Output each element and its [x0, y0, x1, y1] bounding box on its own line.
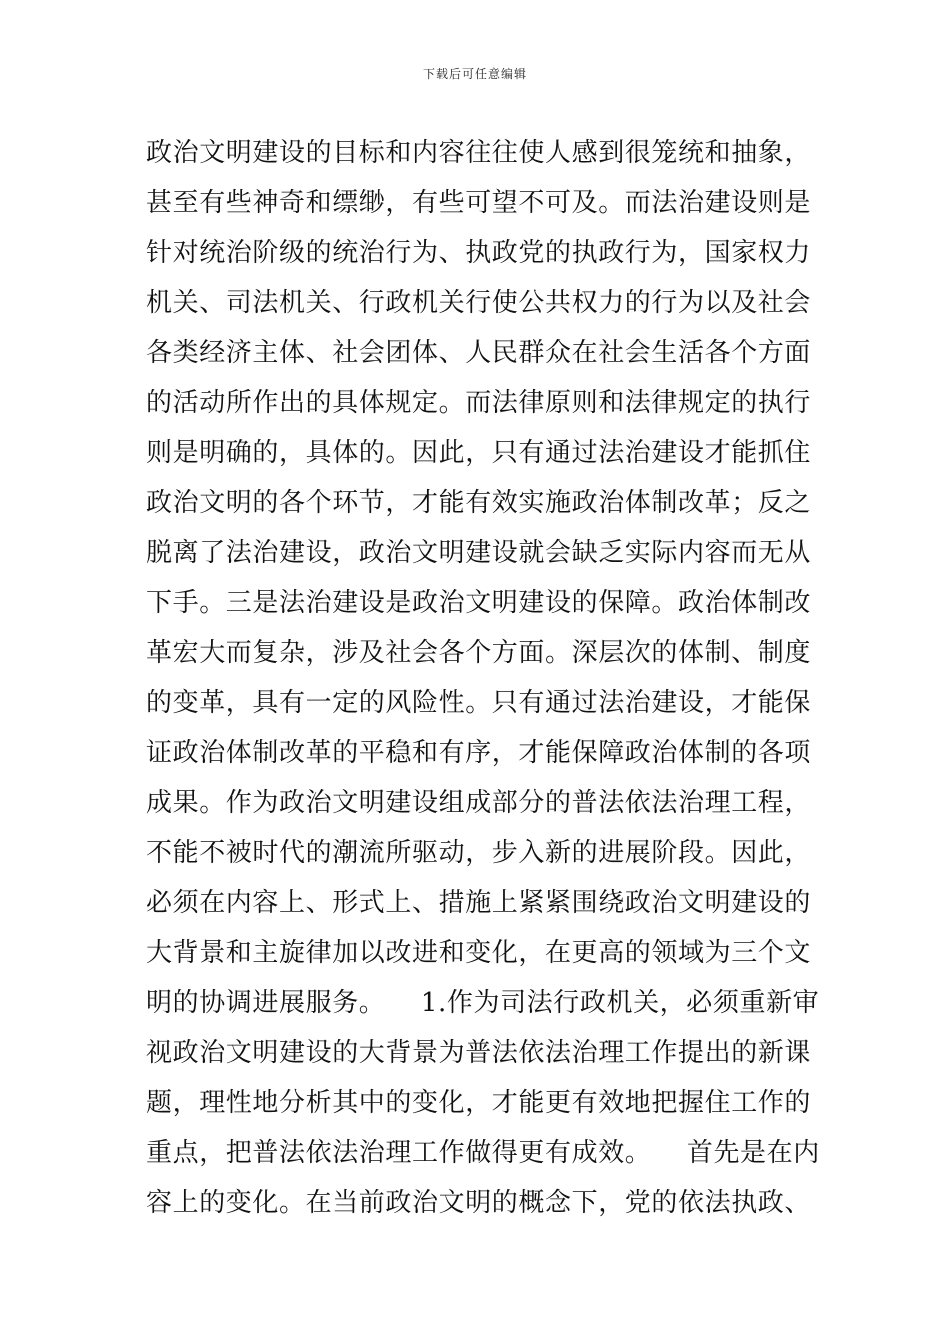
page-header-note: 下载后可任意编辑 — [422, 67, 527, 81]
text-line: 各类经济主体、社会团体、人民群众在社会生活各个方面 — [146, 338, 812, 368]
text-line: 的活动所作出的具体规定。而法律原则和法律规定的执行 — [146, 388, 812, 418]
text-line: 甚至有些神奇和缥缈，有些可望不可及。而法治建设则是 — [146, 188, 812, 218]
text-line: 视政治文明建设的大背景为普法依法治理工作提出的新课 — [146, 1038, 812, 1068]
text-line: 不能不被时代的潮流所驱动，步入新的进展阶段。因此， — [146, 838, 812, 868]
text-line: 必须在内容上、形式上、措施上紧紧围绕政治文明建设的 — [146, 888, 812, 918]
text-line: 机关、司法机关、行政机关行使公共权力的行为以及社会 — [146, 288, 812, 318]
text-line: 政治文明的各个环节，才能有效实施政治体制改革；反之 — [146, 488, 812, 518]
text-line: 容上的变化。在当前政治文明的概念下，党的依法执政、 — [146, 1188, 812, 1218]
text-line: 明的协调进展服务。 1.作为司法行政机关，必须重新审 — [146, 988, 820, 1018]
text-line: 下手。三是法治建设是政治文明建设的保障。政治体制改 — [146, 588, 812, 618]
text-line: 政治文明建设的目标和内容往往使人感到很笼统和抽象， — [146, 138, 812, 168]
text-line: 大背景和主旋律加以改进和变化，在更高的领域为三个文 — [146, 938, 812, 968]
text-line: 则是明确的，具体的。因此，只有通过法治建设才能抓住 — [146, 438, 812, 468]
text-line: 革宏大而复杂，涉及社会各个方面。深层次的体制、制度 — [146, 638, 812, 668]
document-body — [146, 128, 820, 1228]
text-line: 脱离了法治建设，政治文明建设就会缺乏实际内容而无从 — [146, 538, 812, 568]
text-line: 重点，把普法依法治理工作做得更有成效。 首先是在内 — [146, 1138, 820, 1168]
text-line: 针对统治阶级的统治行为、执政党的执政行为，国家权力 — [146, 238, 812, 268]
text-line: 的变革，具有一定的风险性。只有通过法治建设，才能保 — [146, 688, 812, 718]
text-line: 题，理性地分析其中的变化，才能更有效地把握住工作的 — [146, 1088, 812, 1118]
text-line: 证政治体制改革的平稳和有序，才能保障政治体制的各项 — [146, 738, 812, 768]
text-line: 成果。作为政治文明建设组成部分的普法依法治理工程， — [146, 788, 812, 818]
